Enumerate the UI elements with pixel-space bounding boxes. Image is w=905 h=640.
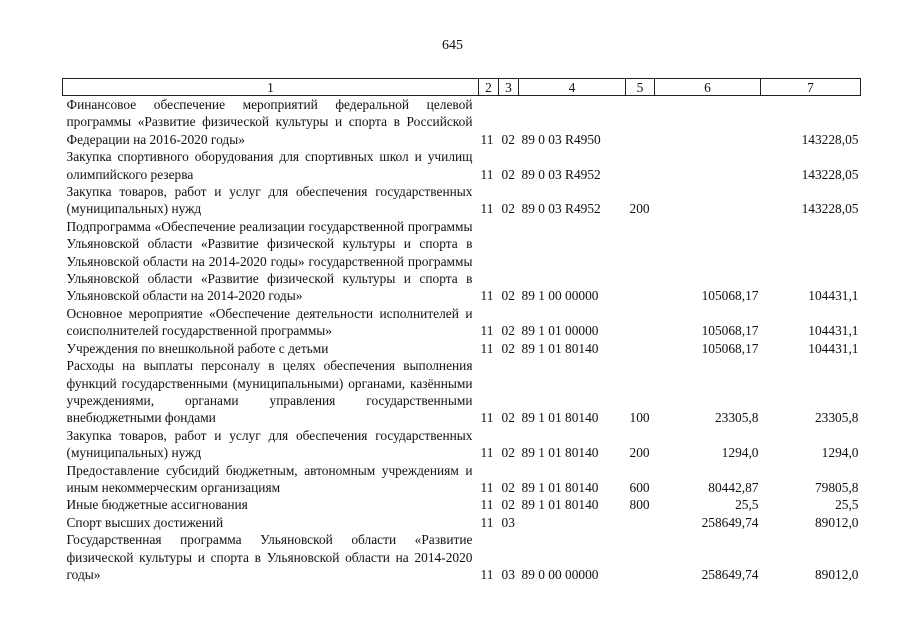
table-row <box>63 148 861 183</box>
row-vr <box>626 340 655 357</box>
header-col-4: 4 <box>519 79 626 96</box>
row-csr: 89 1 01 80140 <box>521 479 599 495</box>
table-row <box>63 183 861 218</box>
row-podrazdel: 03 <box>501 566 515 582</box>
header-col-3: 3 <box>499 79 519 96</box>
row-csr: 89 1 01 80140 <box>521 445 599 461</box>
row-podrazdel: 02 <box>501 340 515 356</box>
row-vr <box>626 96 655 149</box>
row-csr: 89 0 03 R4952 <box>521 166 601 182</box>
row-sum-2019: 258649,74 <box>701 514 759 530</box>
row-sum-2020: 89012,0 <box>814 514 859 530</box>
row-vr: 100 <box>629 410 650 426</box>
row-csr: 89 0 03 R4952 <box>521 201 601 217</box>
row-sum-2019: 258649,74 <box>701 566 759 582</box>
row-podrazdel: 02 <box>501 323 515 339</box>
row-vr: 600 <box>629 479 650 495</box>
row-podrazdel: 02 <box>501 288 515 304</box>
header-col-2: 2 <box>479 79 499 96</box>
row-sum-2020: 89012,0 <box>814 566 859 582</box>
row-podrazdel: 02 <box>501 497 515 513</box>
row-name: Учреждения по внешкольной работе с детьми <box>66 340 329 356</box>
row-csr: 89 0 00 00000 <box>521 566 599 582</box>
page-number: 645 <box>442 38 463 53</box>
row-podrazdel: 02 <box>501 445 515 461</box>
header-col-1: 1 <box>63 79 479 96</box>
row-vr <box>626 148 655 183</box>
row-sum-2020: 79805,8 <box>814 479 859 495</box>
row-name: Закупка товаров, работ и услуг для обеспечения государственных (муниципальных) нужд <box>66 184 473 217</box>
row-razdel: 11 <box>480 514 494 530</box>
row-sum-2019 <box>655 148 761 183</box>
table-row <box>63 218 861 305</box>
row-sum-2019: 80442,87 <box>708 479 759 495</box>
row-vr: 200 <box>629 445 650 461</box>
table-row <box>63 427 861 462</box>
table-row <box>63 305 861 340</box>
row-csr: 89 0 03 R4950 <box>521 131 601 147</box>
row-razdel: 11 <box>480 131 494 147</box>
header-col-6: 6 <box>655 79 761 96</box>
row-name: Подпрограмма «Обеспечение реализации государственной программы Ульяновской области «Развитие физической культуры и спорта в Ульяновской области на 2014-2020 годы» государственной программы Ульяновской области «Развитие физической культуры и спорта в Ульяновской области на 2014-2020 годы» <box>66 218 473 304</box>
row-name: Закупка спортивного оборудования для спортивных школ и училищ олимпийского резерва <box>66 149 473 182</box>
row-csr: 89 1 00 00000 <box>521 288 599 304</box>
row-sum-2020: 1294,0 <box>821 445 859 461</box>
row-razdel: 11 <box>480 445 494 461</box>
row-sum-2020: 104431,1 <box>808 340 859 356</box>
header-row <box>63 79 861 96</box>
row-name: Государственная программа Ульяновской области «Развитие физической культуры и спорта в Ульяновской области на 2014-2020 годы» <box>66 532 473 582</box>
row-name: Закупка товаров, работ и услуг для обеспечения государственных (муниципальных) нужд <box>66 427 473 461</box>
budget-table <box>62 78 861 583</box>
row-sum-2019 <box>655 96 761 149</box>
row-razdel: 11 <box>480 566 494 582</box>
row-sum-2019: 105068,17 <box>701 288 759 304</box>
table-row <box>63 462 861 497</box>
row-razdel: 11 <box>480 288 494 304</box>
row-podrazdel: 03 <box>501 514 515 530</box>
row-csr: 89 1 01 00000 <box>521 323 599 339</box>
row-razdel: 11 <box>480 340 494 356</box>
row-podrazdel: 02 <box>501 201 515 217</box>
row-sum-2020: 143228,05 <box>801 131 859 147</box>
table-row <box>63 340 861 357</box>
row-razdel: 11 <box>480 479 494 495</box>
table-row <box>63 531 861 583</box>
row-vr: 800 <box>629 497 650 513</box>
row-vr <box>626 531 655 583</box>
table-row <box>63 357 861 427</box>
table-row <box>63 514 861 531</box>
row-razdel: 11 <box>480 166 494 182</box>
row-sum-2020: 104431,1 <box>808 288 859 304</box>
row-vr <box>626 305 655 340</box>
row-razdel: 11 <box>480 323 494 339</box>
row-name: Финансовое обеспечение мероприятий федеральной целевой программы «Развитие физической культуры и спорта в Российской Федерации на 2016-2020 годы» <box>66 97 473 147</box>
row-name: Предоставление субсидий бюджетным, автономным учреждениям и иным некоммерческим организациям <box>66 462 473 495</box>
header-col-7: 7 <box>761 79 861 96</box>
row-podrazdel: 02 <box>501 131 515 147</box>
row-sum-2019: 25,5 <box>735 497 759 513</box>
table-row <box>63 96 861 149</box>
header-col-5: 5 <box>626 79 655 96</box>
row-razdel: 11 <box>480 410 494 426</box>
row-podrazdel: 02 <box>501 410 515 426</box>
table-body <box>63 96 861 584</box>
row-vr <box>626 514 655 531</box>
row-vr: 200 <box>629 201 650 217</box>
row-sum-2020: 104431,1 <box>808 323 859 339</box>
row-name: Расходы на выплаты персоналу в целях обеспечения выполнения функций государственными (муниципальными) органами, казёнными учреждениями, органами управления государственными внебюджетными фондами <box>66 358 473 426</box>
row-podrazdel: 02 <box>501 479 515 495</box>
row-csr: 89 1 01 80140 <box>521 410 599 426</box>
row-csr <box>519 514 626 531</box>
row-csr: 89 1 01 80140 <box>521 497 599 513</box>
row-name: Спорт высших достижений <box>66 514 224 530</box>
row-sum-2020: 143228,05 <box>801 201 859 217</box>
row-sum-2020: 143228,05 <box>801 166 859 182</box>
table-row <box>63 496 861 513</box>
row-podrazdel: 02 <box>501 166 515 182</box>
row-sum-2020: 25,5 <box>835 497 859 513</box>
row-name: Основное мероприятие «Обеспечение деятельности исполнителей и соисполнителей государственной программы» <box>66 305 473 339</box>
row-sum-2019: 1294,0 <box>721 445 759 461</box>
row-sum-2020: 23305,8 <box>814 410 859 426</box>
row-razdel: 11 <box>480 497 494 513</box>
row-sum-2019: 105068,17 <box>701 323 759 339</box>
row-vr <box>626 218 655 305</box>
row-csr: 89 1 01 80140 <box>521 340 599 356</box>
row-sum-2019: 105068,17 <box>701 340 759 356</box>
row-sum-2019 <box>655 183 761 218</box>
row-razdel: 11 <box>480 201 494 217</box>
row-name: Иные бюджетные ассигнования <box>66 497 248 513</box>
row-sum-2019: 23305,8 <box>714 410 759 426</box>
